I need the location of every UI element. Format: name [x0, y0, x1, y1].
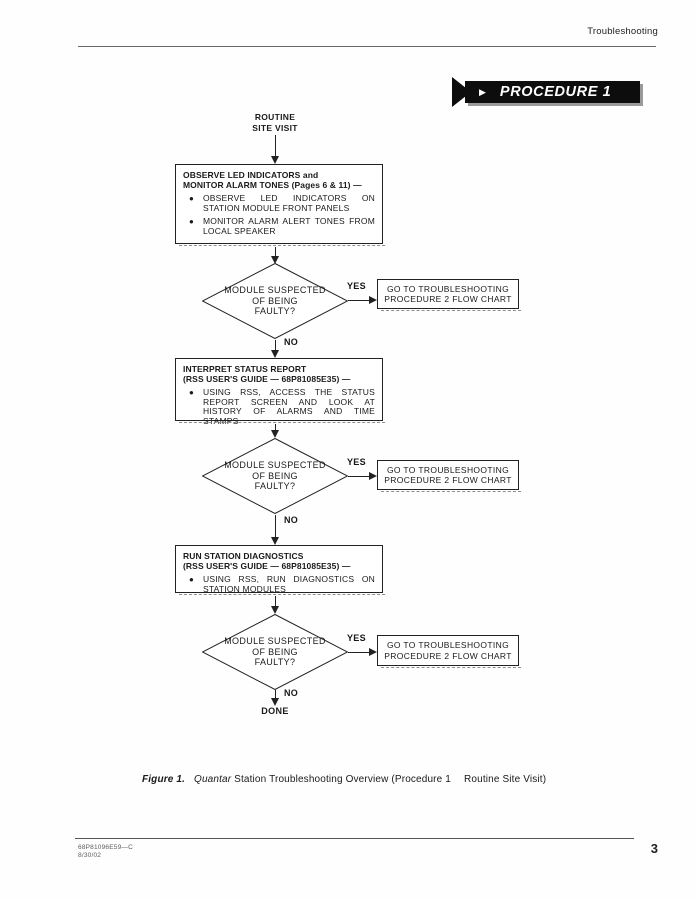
footer-date: 8/30/02 — [78, 852, 102, 859]
procedure-banner-label: PROCEDURE 1 — [499, 84, 612, 100]
header-title: Troubleshooting — [587, 26, 658, 37]
connector-line — [275, 135, 276, 157]
connector-line — [348, 300, 369, 301]
decision-text — [202, 263, 348, 339]
yes-label: YES — [347, 633, 366, 643]
decision-line: MODULE SUSPECTED — [224, 285, 326, 296]
decision-line: MODULE SUSPECTED — [224, 460, 326, 471]
process-box-diagnostics — [175, 545, 383, 593]
goto-line: PROCEDURE 2 FLOW CHART — [384, 294, 512, 304]
box-title-line: MONITOR ALARM TONES (Pages 6 & 11) — — [183, 180, 362, 190]
goto-box-3 — [377, 635, 519, 666]
bullet-text: MONITOR ALARM ALERT TONES FROM LOCAL SPEAKER — [203, 216, 375, 236]
footer-doc-info — [78, 844, 133, 860]
goto-box-1 — [377, 279, 519, 309]
decision-line: FAULTY? — [254, 306, 296, 317]
bullet-item — [189, 217, 375, 236]
arrowhead-down-icon — [271, 430, 279, 438]
goto-line: GO TO TROUBLESHOOTING — [386, 640, 510, 650]
arrowhead-right-icon — [369, 296, 377, 304]
caption-product-name: Quantar — [194, 774, 232, 785]
arrowhead-down-icon — [271, 156, 279, 164]
decision-line: MODULE SUSPECTED — [224, 636, 326, 647]
figure-caption — [142, 774, 546, 785]
connector-line — [348, 652, 369, 653]
decision-text — [202, 614, 348, 690]
footer-rule — [75, 838, 634, 839]
play-icon: ▶ — [479, 87, 486, 97]
box-title-line: RUN STATION DIAGNOSTICS — [183, 551, 304, 561]
decision-diamond-2 — [202, 438, 348, 514]
procedure-banner — [465, 81, 640, 103]
no-label: NO — [284, 515, 299, 525]
goto-line: PROCEDURE 2 FLOW CHART — [384, 475, 512, 485]
bullet-text: USING RSS, RUN DIAGNOSTICS ON STATION MODULES — [203, 574, 375, 594]
caption-text: Station Troubleshooting Overview (Procedure 1 — [234, 774, 452, 785]
bullet-item — [189, 194, 375, 213]
done-label: DONE — [261, 706, 289, 716]
decision-line: OF BEING — [252, 470, 298, 481]
bullet-list — [183, 575, 375, 594]
arrowhead-down-icon — [271, 606, 279, 614]
header-rule — [78, 46, 656, 47]
goto-box-2 — [377, 460, 519, 490]
decision-line: FAULTY? — [254, 481, 296, 492]
bullet-icon: ● — [189, 388, 194, 397]
goto-line: GO TO TROUBLESHOOTING — [386, 283, 510, 294]
yes-label: YES — [347, 281, 366, 291]
process-box-observe-led — [175, 164, 383, 244]
arrowhead-down-icon — [271, 537, 279, 545]
goto-line: PROCEDURE 2 FLOW CHART — [384, 650, 512, 661]
figure-number: Figure 1. — [142, 774, 186, 785]
footer-doc-number: 68P81096E59—C — [78, 844, 133, 851]
connector-line — [348, 476, 369, 477]
box-title-line: INTERPRET STATUS REPORT — [183, 364, 307, 374]
arrowhead-right-icon — [369, 648, 377, 656]
start-line1: ROUTINE — [254, 112, 296, 122]
decision-line: OF BEING — [252, 295, 298, 306]
start-label — [215, 112, 335, 133]
decision-line: OF BEING — [252, 646, 298, 657]
bullet-list — [183, 388, 375, 426]
bullet-text: OBSERVE LED INDICATORS ON STATION MODULE FRONT PANELS — [203, 193, 375, 213]
box-title-line: OBSERVE LED INDICATORS and — [183, 170, 319, 180]
arrowhead-down-icon — [271, 350, 279, 358]
start-line2: SITE VISIT — [252, 122, 298, 133]
decision-text — [202, 438, 348, 514]
decision-line: FAULTY? — [254, 657, 296, 668]
process-box-status-report — [175, 358, 383, 426]
bullet-text: USING RSS, ACCESS THE STATUS REPORT SCREEN AND LOOK AT HISTORY OF ALARMS AND TIME STAMPS — [203, 387, 375, 426]
arrowhead-down-icon — [271, 698, 279, 706]
bullet-icon: ● — [189, 194, 194, 203]
goto-line: GO TO TROUBLESHOOTING — [386, 464, 510, 475]
page-number: 3 — [650, 841, 658, 856]
no-label: NO — [284, 337, 299, 347]
arrowhead-right-icon — [369, 472, 377, 480]
no-label: NO — [284, 688, 299, 698]
yes-label: YES — [347, 457, 366, 467]
box-title-line: (RSS USER'S GUIDE — 68P81085E35) — — [183, 561, 351, 571]
banner-pointer-icon — [452, 77, 471, 107]
bullet-icon: ● — [189, 217, 194, 226]
decision-diamond-1 — [202, 263, 348, 339]
connector-line — [275, 515, 276, 538]
bullet-list — [183, 194, 375, 236]
caption-text-end: Routine Site Visit) — [464, 774, 547, 785]
bullet-item — [189, 575, 375, 594]
decision-diamond-3 — [202, 614, 348, 690]
bullet-item — [189, 388, 375, 426]
bullet-icon: ● — [189, 575, 194, 584]
box-title-line: (RSS USER'S GUIDE — 68P81085E35) — — [183, 374, 351, 384]
